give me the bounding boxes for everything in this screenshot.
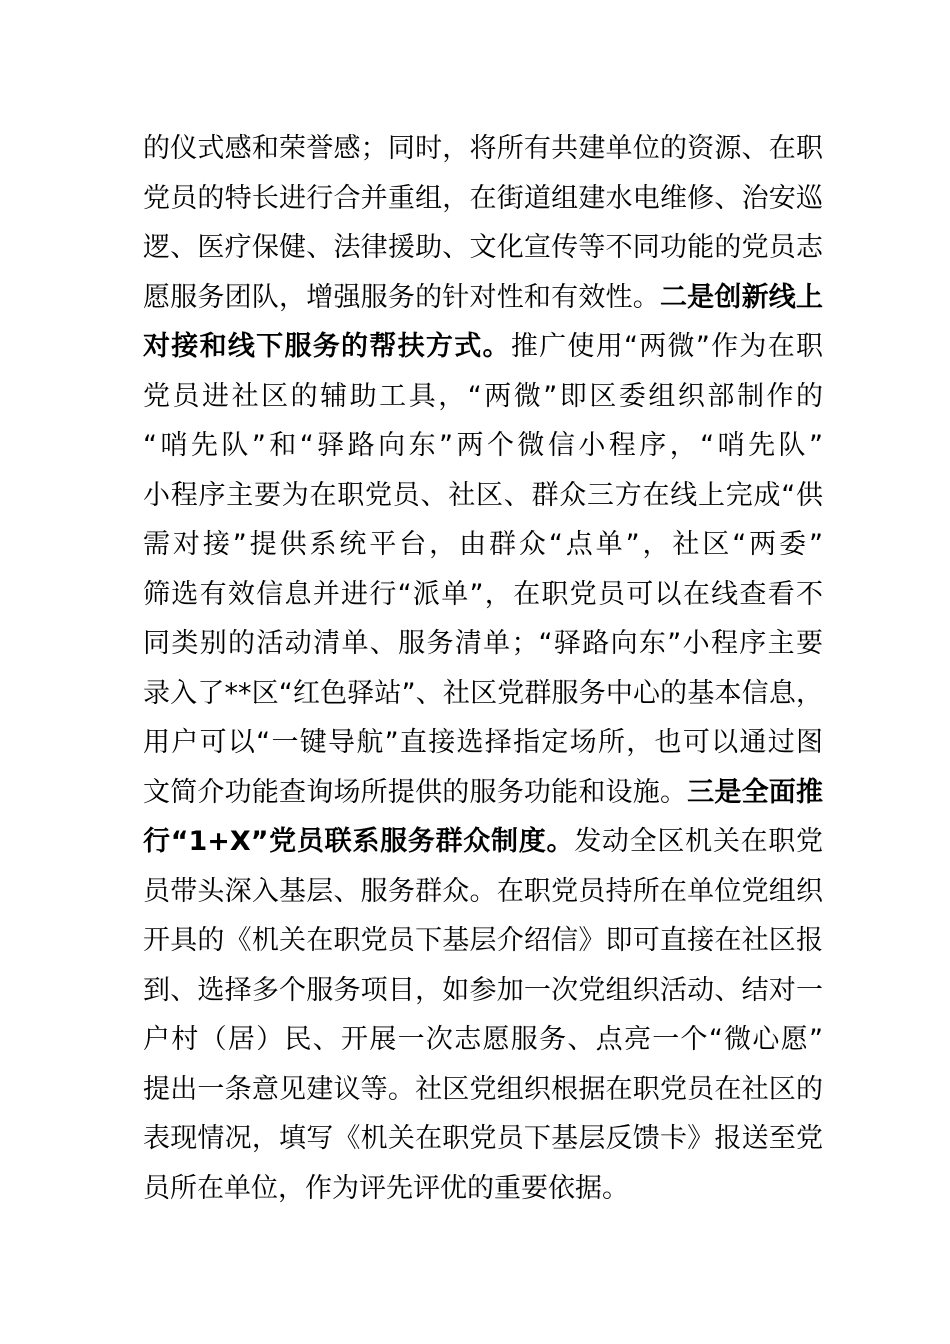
text-line xyxy=(143,273,823,323)
bold-text-segment: 对接和线下服务的帮扶方式。 xyxy=(143,331,511,362)
text-segment: 推广使用“两微”作为在职 xyxy=(510,331,824,362)
text-segment: 开具的《机关在职党员下基层介绍信》即可直接在社区报 xyxy=(143,925,823,956)
text-line xyxy=(143,570,823,620)
text-segment: 的仪式感和荣誉感；同时，将所有共建单位的资源、在职 xyxy=(143,133,823,164)
text-segment: 表现情况，填写《机关在职党员下基层反馈卡》报送至党 xyxy=(143,1123,823,1154)
bold-text-segment: 二是创新线上 xyxy=(659,281,824,313)
text-segment: 党员的特长进行合并重组，在街道组建水电维修、治安巡 xyxy=(143,182,823,214)
text-line xyxy=(143,372,823,422)
text-line xyxy=(143,867,823,917)
text-line xyxy=(143,322,823,372)
text-line xyxy=(143,124,823,174)
text-segment: 员所在单位，作为评先评优的重要依据。 xyxy=(143,1172,629,1204)
text-segment: 需对接”提供系统平台，由群众“点单”，社区“两委” xyxy=(143,529,823,560)
bold-text-segment: 三是全面推 xyxy=(687,776,824,808)
text-line xyxy=(143,1015,823,1065)
text-line xyxy=(143,223,823,273)
text-line xyxy=(143,1114,823,1164)
text-segment: 发动全区机关在职党 xyxy=(574,826,824,857)
text-line xyxy=(143,619,823,669)
text-segment: 户村（居）民、开展一次志愿服务、点亮一个“微心愿” xyxy=(143,1024,823,1055)
text-line xyxy=(143,768,823,818)
text-line xyxy=(143,1164,823,1214)
text-segment: “哨先队”和“驿路向东”两个微信小程序，“哨先队” xyxy=(143,430,823,461)
text-line xyxy=(143,718,823,768)
text-segment: 党员进社区的辅助工具，“两微”即区委组织部制作的 xyxy=(143,380,823,412)
text-segment: 用户可以“一键导航”直接选择指定场所，也可以通过图 xyxy=(143,727,823,758)
text-segment: 到、选择多个服务项目，如参加一次党组织活动、结对一 xyxy=(143,974,823,1006)
text-segment: 小程序主要为在职党员、社区、群众三方在线上完成“供 xyxy=(143,479,823,511)
text-line xyxy=(143,1065,823,1115)
text-line xyxy=(143,669,823,719)
text-segment: 文简介功能查询场所提供的服务功能和设施。 xyxy=(143,776,688,808)
body-paragraph xyxy=(143,124,823,1213)
text-segment: 愿服务团队，增强服务的针对性和有效性。 xyxy=(143,281,660,313)
text-line xyxy=(143,174,823,224)
text-line xyxy=(143,471,823,521)
text-segment: 逻、医疗保健、法律援助、文化宣传等不同功能的党员志 xyxy=(143,232,823,263)
text-segment: 提出一条意见建议等。社区党组织根据在职党员在社区的 xyxy=(143,1073,823,1105)
text-line xyxy=(143,421,823,471)
text-line xyxy=(143,817,823,867)
text-segment: 录入了**区“红色驿站”、社区党群服务中心的基本信息， xyxy=(143,677,823,709)
text-segment: 员带头深入基层、服务群众。在职党员持所在单位党组织 xyxy=(143,875,823,907)
text-segment: 筛选有效信息并进行“派单”，在职党员可以在线查看不 xyxy=(143,578,823,610)
text-line xyxy=(143,916,823,966)
text-segment: 同类别的活动清单、服务清单；“驿路向东”小程序主要 xyxy=(143,628,823,659)
text-line xyxy=(143,966,823,1016)
text-line xyxy=(143,520,823,570)
bold-text-segment: 行“1+X”党员联系服务群众制度。 xyxy=(143,826,575,857)
